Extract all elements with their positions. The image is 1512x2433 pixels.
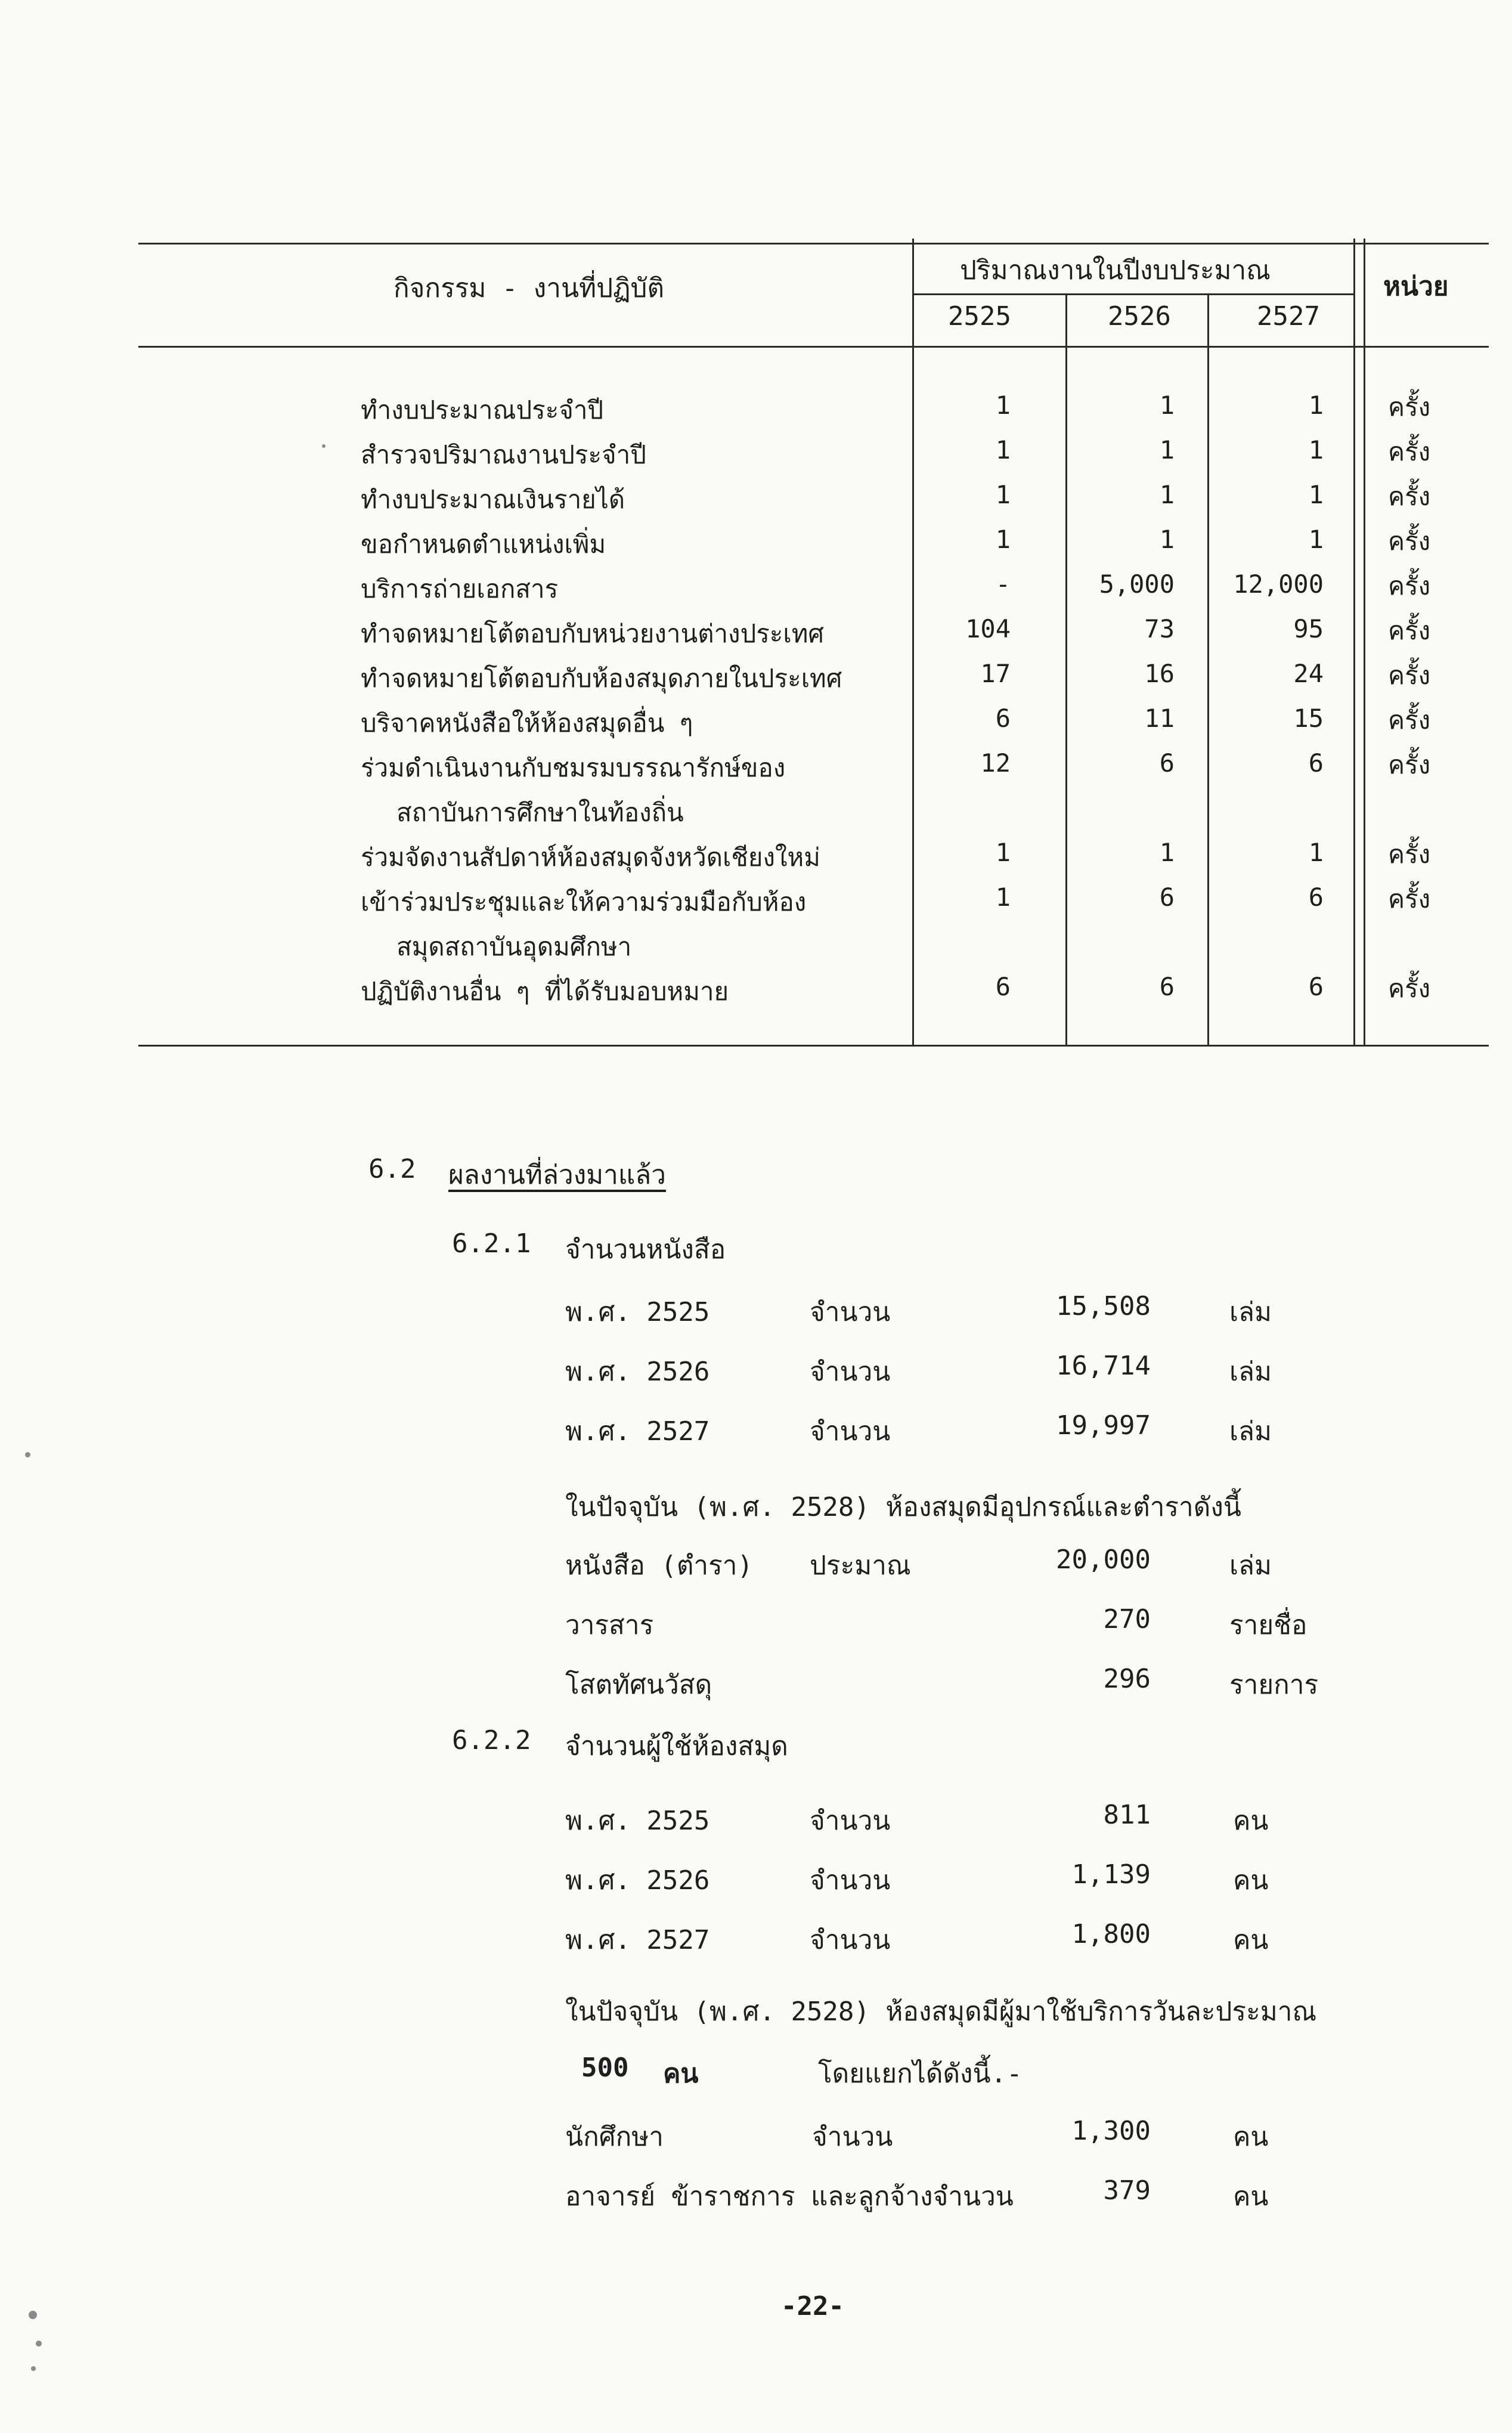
- row-value-2525: 1: [995, 883, 1011, 912]
- table-header-bottom-rule: [138, 346, 1489, 348]
- table-year-rule: [912, 293, 1353, 295]
- item-year: พ.ศ. 2526: [565, 1357, 710, 1387]
- item-unit: เล่ม: [1229, 1550, 1272, 1581]
- header-year-2525: 2525: [948, 301, 1011, 332]
- row-value-2526: 1: [1159, 838, 1175, 867]
- table-bottom-rule: [138, 1045, 1489, 1047]
- row-activity: ปฏิบัติงานอื่น ๆ ที่ได้รับมอบหมาย: [361, 977, 729, 1006]
- item-label: โสตทัศนวัสดุ: [565, 1670, 712, 1700]
- row-activity: บริการถ่ายเอกสาร: [361, 574, 559, 603]
- header-volume: ปริมาณงานในปีงบประมาณ: [960, 255, 1271, 286]
- row-value-2525: 1: [995, 435, 1011, 465]
- subsection-title: จำนวนผู้ใช้ห้องสมุด: [565, 1731, 788, 1762]
- item-mid: ประมาณ: [810, 1550, 911, 1581]
- item-label: จำนวน: [810, 1925, 891, 1955]
- item-label: วารสาร: [565, 1610, 654, 1640]
- row-unit: ครั้ง: [1388, 527, 1431, 556]
- row-value-2527: 1: [1308, 480, 1324, 509]
- page-number: -22-: [781, 2291, 844, 2321]
- row-activity: ทำงบประมาณประจำปี: [361, 395, 604, 425]
- row-value-2525: 1: [995, 391, 1011, 420]
- item-value: 379: [1103, 2175, 1151, 2206]
- row-unit: ครั้ง: [1388, 661, 1431, 690]
- scan-speck: [29, 2311, 37, 2319]
- row-value-2526: 1: [1159, 525, 1175, 554]
- daily-suffix: โดยแยกได้ดังนี้.-: [818, 2059, 1023, 2089]
- table-col-rule-5: [1364, 239, 1365, 1045]
- row-value-2527: 6: [1308, 748, 1324, 778]
- row-value-2527: 15: [1293, 704, 1324, 733]
- row-unit: ครั้ง: [1388, 482, 1431, 511]
- row-value-2527: 1: [1308, 838, 1324, 867]
- item-unit: รายการ: [1229, 1670, 1319, 1700]
- row-value-2526: 1: [1159, 391, 1175, 420]
- item-label: จำนวน: [810, 1416, 891, 1447]
- item-value: 296: [1103, 1664, 1151, 1694]
- item-label: จำนวน: [810, 1806, 891, 1836]
- row-value-2525: 6: [995, 972, 1011, 1001]
- header-year-2526: 2526: [1108, 301, 1171, 332]
- item-year: พ.ศ. 2526: [565, 1865, 710, 1896]
- row-activity: สำรวจปริมาณงานประจำปี: [361, 440, 646, 469]
- item-value: 19,997: [1056, 1410, 1151, 1441]
- item-label: อาจารย์ ข้าราชการ และลูกจ้างจำนวน: [565, 2181, 1014, 2212]
- item-unit: คน: [1233, 2122, 1269, 2152]
- row-value-2526: 6: [1159, 748, 1175, 778]
- row-unit: ครั้ง: [1388, 437, 1431, 466]
- item-value: 811: [1103, 1800, 1151, 1830]
- row-value-2525: 17: [980, 659, 1011, 688]
- table-top-rule: [138, 243, 1489, 244]
- item-value: 1,300: [1071, 2116, 1151, 2146]
- item-year: พ.ศ. 2527: [565, 1925, 710, 1955]
- subsection-number: 6.2.2: [452, 1725, 531, 1756]
- row-activity: ร่วมจัดงานสัปดาห์ห้องสมุดจังหวัดเชียงใหม่: [361, 843, 820, 872]
- row-value-2526: 6: [1159, 883, 1175, 912]
- item-mid: จำนวน: [812, 2122, 893, 2152]
- row-value-2526: 73: [1144, 614, 1175, 643]
- row-unit: ครั้ง: [1388, 840, 1431, 869]
- row-value-2527: 1: [1308, 525, 1324, 554]
- item-unit: เล่ม: [1229, 1416, 1272, 1447]
- row-unit: ครั้ง: [1388, 571, 1431, 600]
- row-value-2525: 1: [995, 480, 1011, 509]
- row-activity: ทำจดหมายโต้ตอบกับหน่วยงานต่างประเทศ: [361, 619, 825, 648]
- scan-speck: [31, 2366, 36, 2371]
- row-value-2526: 6: [1159, 972, 1175, 1001]
- item-label: หนังสือ (ตำรา): [565, 1550, 753, 1581]
- item-unit: คน: [1233, 1806, 1269, 1836]
- daily-unit: คน: [663, 2059, 699, 2089]
- row-activity: ขอกำหนดตำแหน่งเพิ่ม: [361, 530, 606, 559]
- scan-speck: [322, 444, 326, 448]
- row-value-2527: 12,000: [1233, 569, 1324, 599]
- header-unit: หน่วย: [1383, 271, 1449, 302]
- item-year: พ.ศ. 2525: [565, 1297, 710, 1327]
- daily-value: 500: [581, 2053, 629, 2083]
- header-activity: กิจกรรม - งานที่ปฏิบัติ: [394, 273, 665, 304]
- table-col-rule-4: [1353, 239, 1355, 1045]
- scan-speck: [36, 2341, 42, 2347]
- subsection-number: 6.2.1: [452, 1228, 531, 1259]
- scan-speck: [25, 1452, 30, 1457]
- item-value: 270: [1103, 1604, 1151, 1635]
- row-unit: ครั้ง: [1388, 616, 1431, 645]
- row-value-2526: 16: [1144, 659, 1175, 688]
- row-value-2525: 104: [965, 614, 1011, 643]
- item-value: 20,000: [1056, 1544, 1151, 1575]
- row-unit: ครั้ง: [1388, 974, 1431, 1003]
- row-unit: ครั้ง: [1388, 750, 1431, 779]
- item-label: จำนวน: [810, 1357, 891, 1387]
- row-value-2526: 1: [1159, 435, 1175, 465]
- item-unit: คน: [1233, 1865, 1269, 1896]
- section-title: ผลงานที่ล่วงมาแล้ว: [448, 1160, 666, 1190]
- item-unit: เล่ม: [1229, 1357, 1272, 1387]
- row-activity: ทำจดหมายโต้ตอบกับห้องสมุดภายในประเทศ: [361, 664, 842, 693]
- row-value-2526: 11: [1144, 704, 1175, 733]
- item-unit: คน: [1233, 2181, 1269, 2212]
- item-label: จำนวน: [810, 1297, 891, 1327]
- row-activity: สมุดสถาบันอุดมศึกษา: [396, 932, 632, 961]
- table-col-rule-3: [1207, 293, 1209, 1045]
- row-activity: เข้าร่วมประชุมและให้ความร่วมมือกับห้อง: [361, 887, 807, 917]
- row-value-2525: 12: [980, 748, 1011, 778]
- item-value: 16,714: [1056, 1351, 1151, 1381]
- table-col-rule-1: [912, 239, 914, 1045]
- row-value-2526: 1: [1159, 480, 1175, 509]
- row-activity: ร่วมดำเนินงานกับชมรมบรรณารักษ์ของ: [361, 753, 786, 782]
- section-number: 6.2: [368, 1154, 416, 1184]
- current-note: ในปัจจุบัน (พ.ศ. 2528) ห้องสมุดมีอุปกรณ์และตำราดังนี้: [565, 1492, 1241, 1522]
- item-year: พ.ศ. 2527: [565, 1416, 710, 1447]
- row-activity: ทำงบประมาณเงินรายได้: [361, 485, 625, 514]
- row-value-2526: 5,000: [1099, 569, 1175, 599]
- item-year: พ.ศ. 2525: [565, 1806, 710, 1836]
- item-label: จำนวน: [810, 1865, 891, 1896]
- row-unit: ครั้ง: [1388, 392, 1431, 422]
- row-value-2525: 1: [995, 525, 1011, 554]
- item-unit: คน: [1233, 1925, 1269, 1955]
- row-value-2527: 1: [1308, 435, 1324, 465]
- row-value-2527: 6: [1308, 883, 1324, 912]
- current-note: ในปัจจุบัน (พ.ศ. 2528) ห้องสมุดมีผู้มาใช้บริการวันละประมาณ: [565, 1996, 1317, 2027]
- row-activity: บริจาคหนังสือให้ห้องสมุดอื่น ๆ: [361, 708, 693, 738]
- item-unit: เล่ม: [1229, 1297, 1272, 1327]
- row-value-2527: 1: [1308, 391, 1324, 420]
- row-activity: สถาบันการศึกษาในท้องถิ่น: [396, 798, 684, 827]
- item-value: 1,139: [1071, 1859, 1151, 1890]
- item-value: 15,508: [1056, 1291, 1151, 1321]
- row-value-2525: 6: [995, 704, 1011, 733]
- row-value-2525: 1: [995, 838, 1011, 867]
- row-unit: ครั้ง: [1388, 884, 1431, 914]
- header-year-2527: 2527: [1257, 301, 1320, 332]
- row-value-2527: 95: [1293, 614, 1324, 643]
- item-label: นักศึกษา: [565, 2122, 664, 2152]
- row-value-2525: -: [995, 569, 1011, 599]
- item-value: 1,800: [1071, 1919, 1151, 1949]
- item-unit: รายชื่อ: [1229, 1610, 1307, 1640]
- row-value-2527: 6: [1308, 972, 1324, 1001]
- table-col-rule-2: [1065, 293, 1067, 1045]
- row-unit: ครั้ง: [1388, 705, 1431, 735]
- row-value-2527: 24: [1293, 659, 1324, 688]
- subsection-title: จำนวนหนังสือ: [565, 1234, 726, 1265]
